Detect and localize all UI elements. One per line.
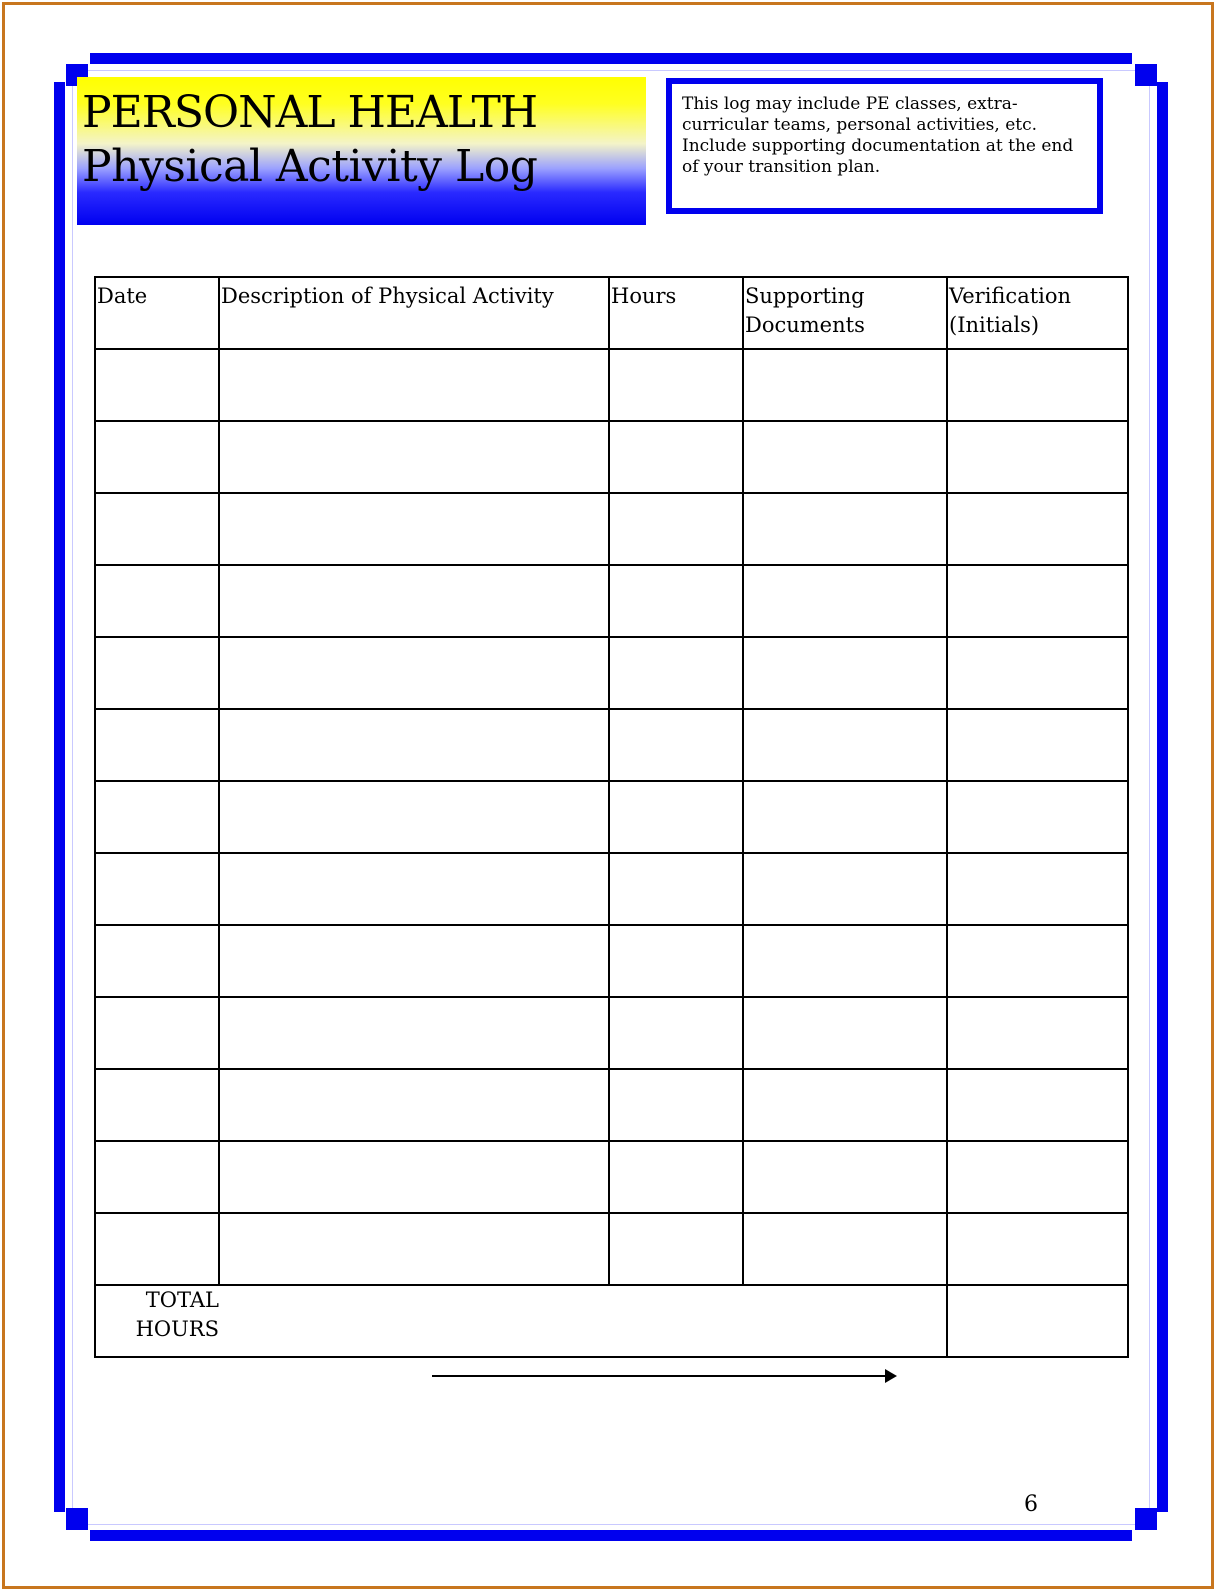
header-verification: Verification (Initials) [947, 277, 1128, 349]
table-row [95, 925, 1128, 997]
cell-documents[interactable] [743, 709, 947, 781]
blue-frame-corner [1135, 1508, 1157, 1530]
cell-hours[interactable] [609, 997, 743, 1069]
cell-date[interactable] [95, 709, 219, 781]
table-row [95, 1141, 1128, 1213]
cell-documents[interactable] [743, 1213, 947, 1285]
cell-description[interactable] [219, 637, 609, 709]
table-row [95, 997, 1128, 1069]
cell-description[interactable] [219, 925, 609, 997]
total-hours-value[interactable] [947, 1285, 1128, 1357]
total-row [95, 1285, 1128, 1357]
blue-frame-top [90, 53, 1132, 64]
cell-hours[interactable] [609, 421, 743, 493]
cell-date[interactable] [95, 493, 219, 565]
table-row [95, 853, 1128, 925]
table-row [95, 1213, 1128, 1285]
cell-documents[interactable] [743, 997, 947, 1069]
table-row [95, 493, 1128, 565]
cell-verification[interactable] [947, 781, 1128, 853]
table-row [95, 349, 1128, 421]
cell-documents[interactable] [743, 349, 947, 421]
cell-hours[interactable] [609, 637, 743, 709]
cell-date[interactable] [95, 925, 219, 997]
total-arrow-cell [219, 1285, 947, 1357]
header-supporting-documents: Supporting Documents [743, 277, 947, 349]
instruction-note: This log may include PE classes, extra-curricular teams, personal activities, etc. Include supporting documentation at the end of your transition plan. [666, 78, 1103, 214]
cell-hours[interactable] [609, 925, 743, 997]
cell-description[interactable] [219, 1141, 609, 1213]
cell-verification[interactable] [947, 1069, 1128, 1141]
cell-documents[interactable] [743, 781, 947, 853]
cell-verification[interactable] [947, 1213, 1128, 1285]
cell-hours[interactable] [609, 565, 743, 637]
cell-verification[interactable] [947, 349, 1128, 421]
cell-hours[interactable] [609, 493, 743, 565]
blue-frame-corner [66, 1508, 88, 1530]
cell-documents[interactable] [743, 1069, 947, 1141]
table-row [95, 565, 1128, 637]
header-description: Description of Physical Activity [219, 277, 609, 349]
total-hours-label: TOTAL HOURS [95, 1285, 219, 1357]
cell-documents[interactable] [743, 493, 947, 565]
cell-date[interactable] [95, 637, 219, 709]
cell-date[interactable] [95, 349, 219, 421]
title-line-2: Physical Activity Log [82, 141, 538, 192]
cell-verification[interactable] [947, 853, 1128, 925]
cell-verification[interactable] [947, 1141, 1128, 1213]
cell-description[interactable] [219, 781, 609, 853]
cell-date[interactable] [95, 565, 219, 637]
cell-verification[interactable] [947, 637, 1128, 709]
cell-documents[interactable] [743, 421, 947, 493]
cell-documents[interactable] [743, 1141, 947, 1213]
cell-verification[interactable] [947, 997, 1128, 1069]
cell-date[interactable] [95, 1069, 219, 1141]
table-header-row [95, 277, 1128, 349]
cell-verification[interactable] [947, 493, 1128, 565]
cell-date[interactable] [95, 421, 219, 493]
blue-frame-left [54, 82, 65, 1512]
activity-log-table [94, 276, 1129, 1358]
cell-date[interactable] [95, 1141, 219, 1213]
cell-description[interactable] [219, 997, 609, 1069]
header-date: Date [95, 277, 219, 349]
cell-description[interactable] [219, 493, 609, 565]
cell-documents[interactable] [743, 637, 947, 709]
cell-description[interactable] [219, 421, 609, 493]
cell-date[interactable] [95, 853, 219, 925]
cell-verification[interactable] [947, 925, 1128, 997]
cell-verification[interactable] [947, 565, 1128, 637]
cell-hours[interactable] [609, 1069, 743, 1141]
table-row [95, 637, 1128, 709]
table-row [95, 421, 1128, 493]
cell-documents[interactable] [743, 925, 947, 997]
cell-date[interactable] [95, 781, 219, 853]
cell-verification[interactable] [947, 421, 1128, 493]
cell-description[interactable] [219, 349, 609, 421]
page-number: 6 [1024, 1492, 1038, 1517]
cell-hours[interactable] [609, 1141, 743, 1213]
blue-frame-corner [1135, 64, 1157, 86]
cell-description[interactable] [219, 1069, 609, 1141]
cell-verification[interactable] [947, 709, 1128, 781]
cell-hours[interactable] [609, 781, 743, 853]
cell-description[interactable] [219, 709, 609, 781]
header-hours: Hours [609, 277, 743, 349]
title-line-1: PERSONAL HEALTH [82, 87, 538, 138]
title-banner [77, 77, 646, 225]
cell-date[interactable] [95, 1213, 219, 1285]
table-row [95, 1069, 1128, 1141]
cell-description[interactable] [219, 1213, 609, 1285]
table-row [95, 709, 1128, 781]
cell-description[interactable] [219, 853, 609, 925]
cell-documents[interactable] [743, 853, 947, 925]
blue-frame-bottom [90, 1530, 1132, 1541]
arrow-right-icon [885, 1369, 897, 1383]
cell-hours[interactable] [609, 709, 743, 781]
blue-frame-right [1157, 82, 1168, 1512]
cell-hours[interactable] [609, 853, 743, 925]
cell-date[interactable] [95, 997, 219, 1069]
cell-documents[interactable] [743, 565, 947, 637]
cell-description[interactable] [219, 565, 609, 637]
total-arrow-line [432, 1375, 887, 1377]
cell-hours[interactable] [609, 1213, 743, 1285]
cell-hours[interactable] [609, 349, 743, 421]
table-row [95, 781, 1128, 853]
